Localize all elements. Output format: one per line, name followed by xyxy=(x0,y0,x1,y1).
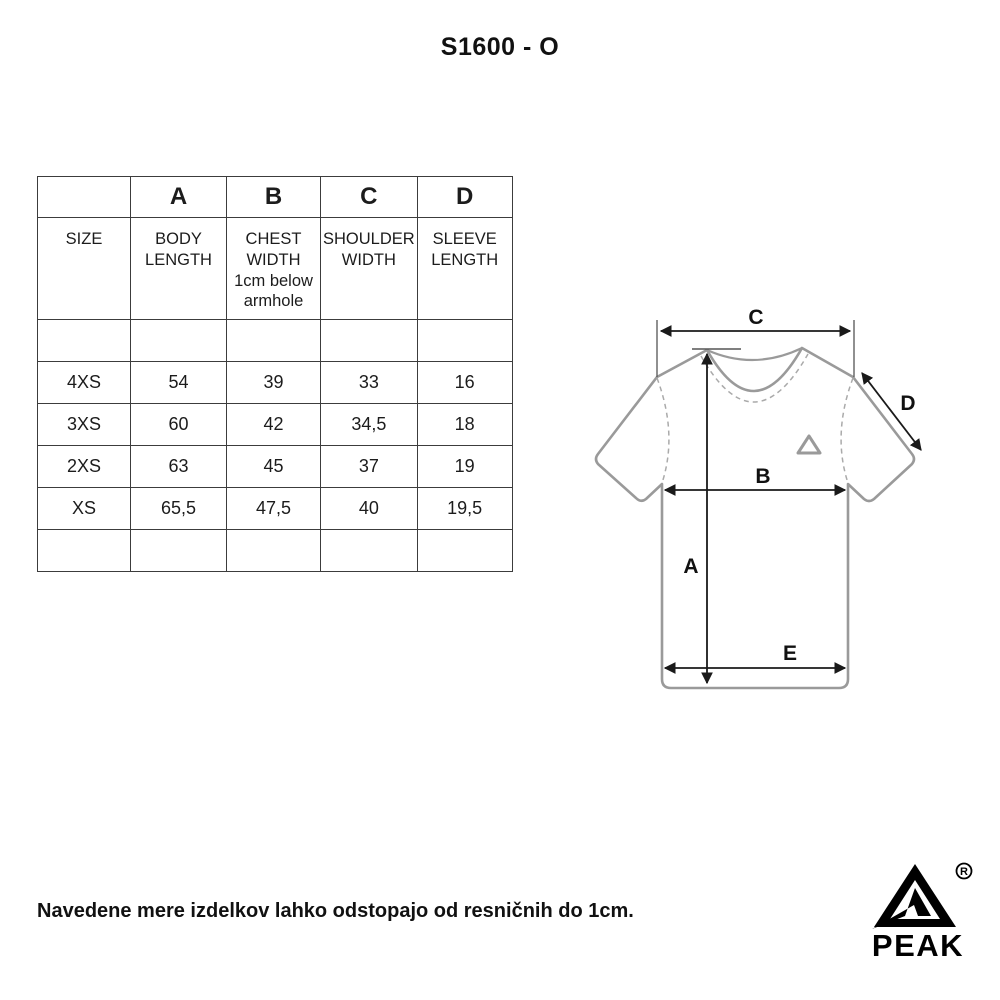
tshirt-measurement-diagram xyxy=(570,300,970,710)
column-letter-c: C xyxy=(321,177,418,218)
table-cell: 40 xyxy=(321,488,418,530)
column-header-sleeve-length: SLEEVE LENGTH xyxy=(417,218,512,320)
table-cell: 33 xyxy=(321,362,418,404)
table-cell xyxy=(38,530,131,572)
table-cell: 54 xyxy=(131,362,227,404)
peak-logo xyxy=(864,858,976,963)
table-cell: 34,5 xyxy=(321,404,418,446)
table-cell: 63 xyxy=(131,446,227,488)
table-cell: 47,5 xyxy=(227,488,321,530)
measure-e-label: E xyxy=(782,642,798,665)
column-header-body-length: BODY LENGTH xyxy=(131,218,227,320)
column-header-size: SIZE xyxy=(38,218,131,320)
table-cell: 19 xyxy=(417,446,512,488)
tshirt-outline xyxy=(596,348,914,688)
table-cell xyxy=(227,320,321,362)
table-cell: 4XS xyxy=(38,362,131,404)
table-cell xyxy=(227,530,321,572)
table-row-headers xyxy=(38,218,513,320)
table-cell xyxy=(321,530,418,572)
table-row-2xs xyxy=(38,446,513,488)
measure-c-label: C xyxy=(748,306,764,329)
table-cell: 45 xyxy=(227,446,321,488)
column-letter-b: B xyxy=(227,177,321,218)
table-cell xyxy=(131,530,227,572)
table-cell: 2XS xyxy=(38,446,131,488)
table-cell: 16 xyxy=(417,362,512,404)
size-table xyxy=(37,176,513,572)
table-cell xyxy=(38,177,131,218)
table-cell: 42 xyxy=(227,404,321,446)
table-row-4xs xyxy=(38,362,513,404)
table-cell: 37 xyxy=(321,446,418,488)
column-letter-a: A xyxy=(131,177,227,218)
table-cell xyxy=(131,320,227,362)
column-header-chest-width: CHEST WIDTH 1cm below armhole xyxy=(227,218,321,320)
tolerance-note: Navedene mere izdelkov lahko odstopajo od resničnih do 1cm. xyxy=(37,900,634,922)
measure-a-label: A xyxy=(683,555,699,578)
table-row-3xs xyxy=(38,404,513,446)
table-cell: 3XS xyxy=(38,404,131,446)
table-cell: 18 xyxy=(417,404,512,446)
table-cell: 39 xyxy=(227,362,321,404)
measure-d-label: D xyxy=(900,392,916,415)
table-cell: 19,5 xyxy=(417,488,512,530)
table-cell xyxy=(417,530,512,572)
column-header-shoulder-width: SHOULDER WIDTH xyxy=(321,218,418,320)
table-row-letters xyxy=(38,177,513,218)
measure-b-label: B xyxy=(755,465,771,488)
table-row-xs xyxy=(38,488,513,530)
column-letter-d: D xyxy=(417,177,512,218)
table-cell: XS xyxy=(38,488,131,530)
table-cell xyxy=(417,320,512,362)
table-row xyxy=(38,320,513,362)
table-cell: 65,5 xyxy=(131,488,227,530)
collar-back-line xyxy=(707,348,802,360)
table-cell: 60 xyxy=(131,404,227,446)
table-row xyxy=(38,530,513,572)
table-cell xyxy=(321,320,418,362)
registered-mark: R xyxy=(960,866,968,878)
peak-wordmark: PEAK xyxy=(871,928,965,963)
page-title: S1600 - O xyxy=(440,33,560,61)
table-cell xyxy=(38,320,131,362)
